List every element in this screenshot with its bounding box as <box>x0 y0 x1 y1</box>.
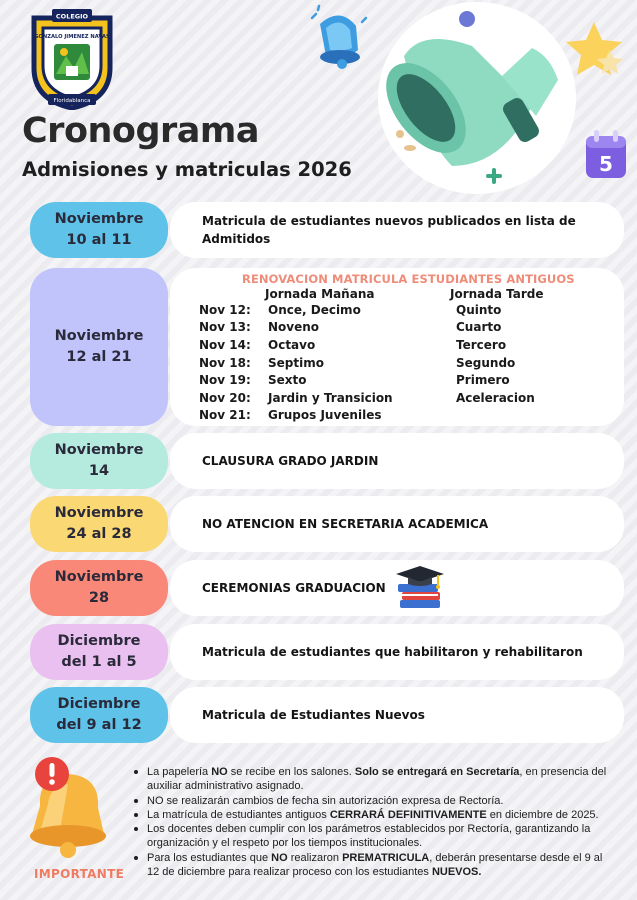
schedule-day: Nov 13: <box>199 320 251 334</box>
note-text: se recibe en los salones. <box>227 766 355 778</box>
schedule-row <box>30 624 624 680</box>
date-range: 28 <box>88 590 110 606</box>
date-month: Noviembre <box>54 505 144 521</box>
date-pill <box>30 433 168 489</box>
bell-icon <box>306 4 368 74</box>
date-month: Diciembre <box>57 696 141 712</box>
important-notes-list <box>132 765 616 879</box>
graduation-cap-icon <box>394 564 446 612</box>
date-month: Noviembre <box>54 328 144 344</box>
afternoon-group: Quinto <box>456 303 502 317</box>
schedule-row <box>30 433 624 489</box>
row-description: Matricula de estudiantes nuevos publicados en lista de Admitidos <box>202 214 576 246</box>
note-emphasis: NUEVOS. <box>431 866 482 879</box>
schedule-day: Nov 14: <box>199 338 251 352</box>
date-pill <box>30 624 168 680</box>
note-text: La papelería <box>147 766 212 778</box>
schedule-row-renovation <box>30 268 624 426</box>
afternoon-group: Aceleracion <box>456 391 535 405</box>
morning-group: Once, Decimo <box>268 303 361 317</box>
row-description: CLAUSURA GRADO JARDIN <box>202 454 379 468</box>
morning-group: Septimo <box>268 356 324 370</box>
date-month: Noviembre <box>54 211 144 227</box>
schedule-day: Nov 19: <box>199 373 251 387</box>
important-note <box>132 765 616 794</box>
date-range: del 9 al 12 <box>56 717 142 733</box>
page-title: Cronograma <box>22 111 259 151</box>
row-description: NO ATENCION EN SECRETARIA ACADEMICA <box>202 517 489 531</box>
note-text: Los docentes deben cumplir con los parámetros establecidos por Rectoría, garantizando la organización y el respeto por los tiempos institucionales. <box>147 823 591 850</box>
afternoon-shift-header: Jornada Tarde <box>450 287 544 301</box>
afternoon-group: Tercero <box>456 338 507 352</box>
date-pill <box>30 268 168 426</box>
morning-shift-header: Jornada Mañana <box>265 287 375 301</box>
important-note <box>132 822 616 851</box>
note-emphasis: NO <box>271 851 288 864</box>
schedule-row <box>30 202 624 258</box>
schedule-day: Nov 21: <box>199 408 251 422</box>
calendar-day-number: 5 <box>599 152 613 176</box>
date-range: 14 <box>88 463 110 479</box>
page-subtitle: Admisiones y matriculas 2026 <box>22 158 352 181</box>
morning-group: Noveno <box>268 320 320 334</box>
important-label: IMPORTANTE <box>34 867 125 881</box>
note-emphasis: CERRARÁ DEFINITIVAMENTE <box>329 808 487 821</box>
alert-bell-icon <box>20 752 116 864</box>
logo-top-text: COLEGIO <box>55 12 89 21</box>
note-text: en diciembre de 2025. <box>486 808 599 821</box>
note-text: NO se realizarán cambios de fecha sin autorización expresa de Rectoría. <box>147 794 504 807</box>
star-icon <box>566 18 630 82</box>
schedule-row <box>30 687 624 743</box>
date-range: 10 al 11 <box>66 232 132 248</box>
date-pill <box>30 202 168 258</box>
note-emphasis: Solo se entregará en Secretaría <box>354 766 520 778</box>
afternoon-group: Segundo <box>456 356 516 370</box>
sparkle-icon <box>456 8 478 30</box>
logo-bottom-text: Floridablanca <box>53 98 91 104</box>
important-note <box>132 794 616 808</box>
morning-group: Grupos Juveniles <box>268 408 382 422</box>
date-month: Noviembre <box>54 569 144 585</box>
note-emphasis: PREMATRICULA <box>342 851 430 864</box>
date-range: 12 al 21 <box>66 349 132 365</box>
afternoon-group: Primero <box>456 373 510 387</box>
megaphone-icon <box>382 16 572 196</box>
note-text: , deberán presentarse desde el 9 al 12 de diciembre para realizar proceso con los estudiantes <box>147 851 603 879</box>
renovation-title: RENOVACION MATRICULA ESTUDIANTES ANTIGUOS <box>242 272 575 286</box>
date-pill <box>30 560 168 616</box>
schedule-day: Nov 20: <box>199 391 251 405</box>
morning-group: Octavo <box>268 338 316 352</box>
morning-group: Sexto <box>268 373 307 387</box>
date-pill <box>30 496 168 552</box>
logo-arc-text: GONZALO JIMENEZ NAVAS <box>34 34 110 40</box>
afternoon-group: Cuarto <box>456 320 502 334</box>
schedule-row <box>30 560 624 616</box>
important-note <box>132 851 616 880</box>
school-crest-logo <box>26 8 118 110</box>
note-text: , en presencia del auxiliar administrativo asignado. <box>147 766 607 793</box>
schedule-day: Nov 18: <box>199 356 251 370</box>
schedule-day: Nov 12: <box>199 303 251 317</box>
calendar-icon <box>584 128 630 180</box>
row-description: Matricula de Estudiantes Nuevos <box>202 708 425 722</box>
date-pill <box>30 687 168 743</box>
note-text: La matrícula de estudiantes antiguos <box>147 808 330 821</box>
date-range: 24 al 28 <box>66 526 132 542</box>
row-description: CEREMONIAS GRADUACION <box>202 581 386 595</box>
date-month: Noviembre <box>54 442 144 458</box>
row-description: Matricula de estudiantes que habilitaron y rehabilitaron <box>202 645 583 659</box>
morning-group: Jardin y Transicion <box>268 391 393 405</box>
note-emphasis: NO <box>211 766 228 778</box>
important-note <box>132 808 616 822</box>
note-text: realizaron <box>287 851 343 864</box>
note-text: Para los estudiantes que <box>147 851 272 864</box>
schedule-row <box>30 496 624 552</box>
date-month: Diciembre <box>57 633 141 649</box>
date-range: del 1 al 5 <box>61 654 137 670</box>
